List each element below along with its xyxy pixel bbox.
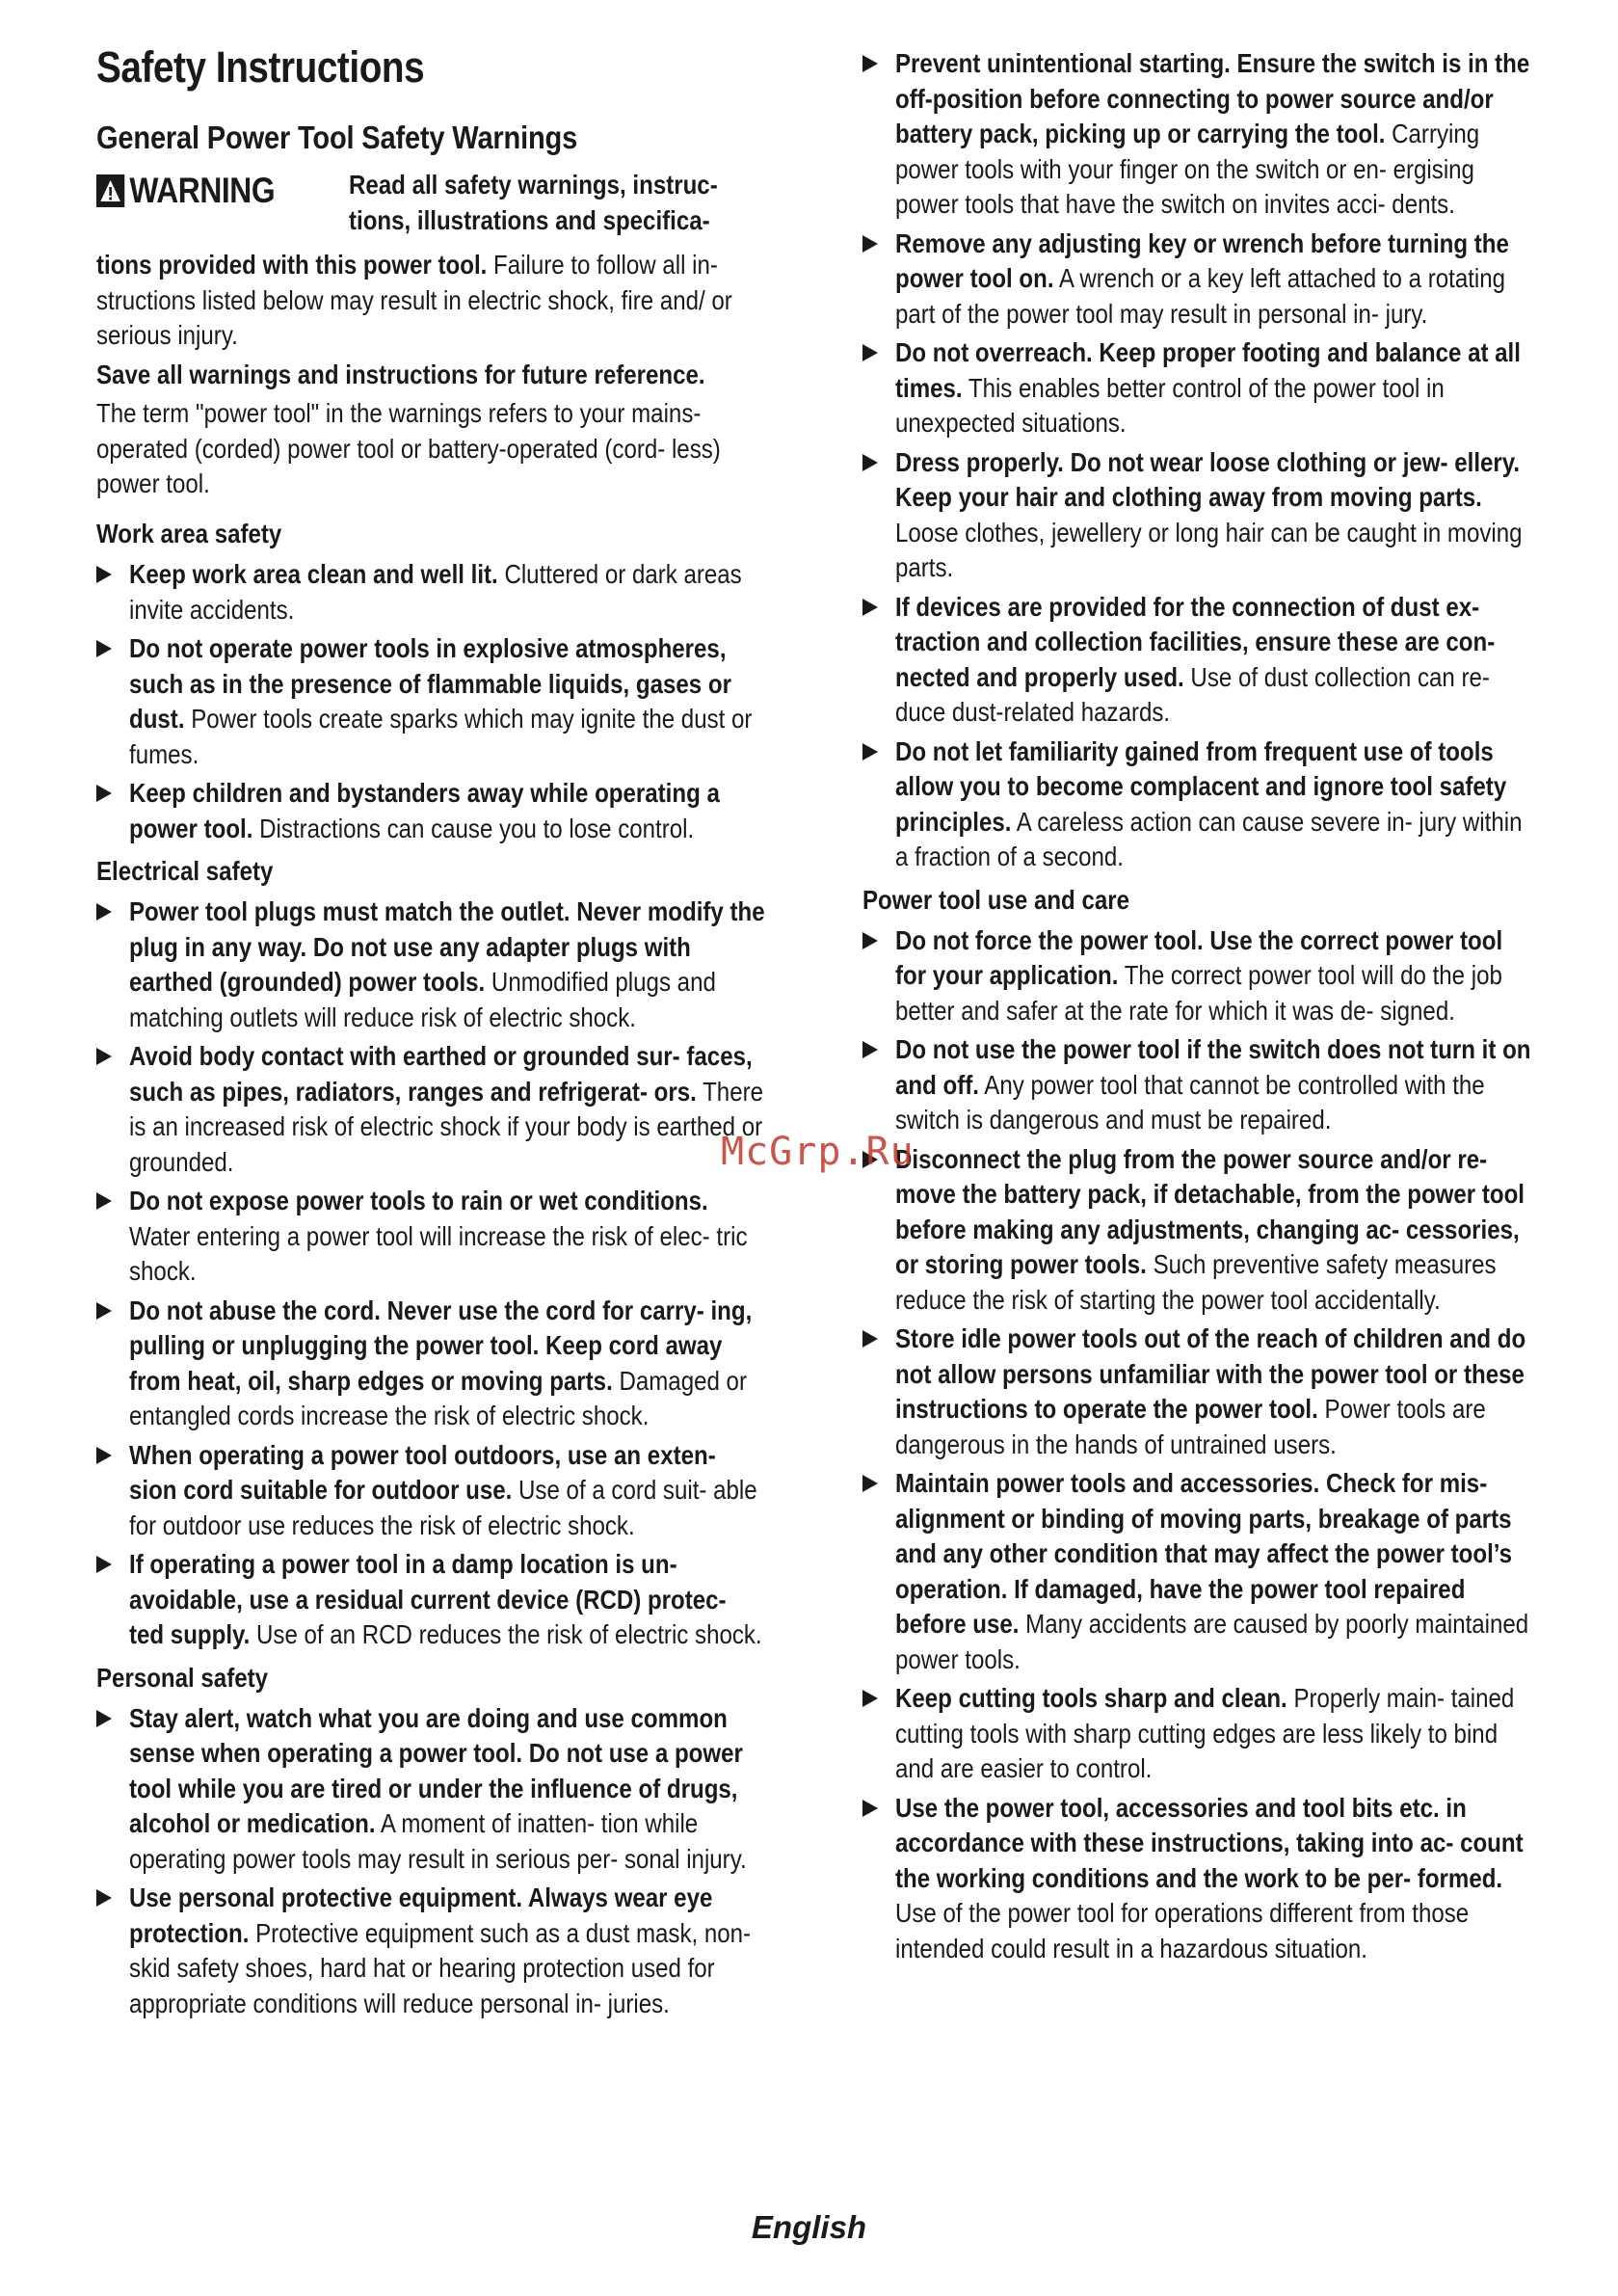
item-explanation: Any power tool that cannot be controlled with the switch is dangerous and must be repaired. xyxy=(895,1069,1485,1135)
item-instruction: Do not overreach. Keep proper footing and balance at all times. xyxy=(895,337,1521,403)
item-instruction: Use the power tool, accessories and tool bits etc. in accordance with these instructions, taking into ac- count the working conditions and the work to be per- formed. xyxy=(895,1792,1524,1893)
triangle-bullet-icon xyxy=(862,235,878,253)
bullet-item xyxy=(96,894,763,1035)
bullet-item xyxy=(96,1039,763,1180)
triangle-bullet-icon xyxy=(862,454,878,471)
triangle-bullet-icon xyxy=(862,55,878,72)
triangle-bullet-icon xyxy=(96,785,112,802)
bullet-item xyxy=(96,776,763,846)
triangle-bullet-icon xyxy=(96,1556,112,1573)
bullet-item xyxy=(862,1032,1532,1138)
item-explanation: This enables better control of the power tool in unexpected situations. xyxy=(895,372,1445,438)
triangle-bullet-icon xyxy=(96,640,112,657)
save-notice: Save all warnings and instructions for future reference. xyxy=(96,359,705,389)
item-explanation: Damaged or entangled cords increase the risk of electric shock. xyxy=(129,1365,747,1430)
triangle-bullet-icon xyxy=(862,1330,878,1348)
bullet-item xyxy=(862,227,1532,333)
item-instruction: Keep children and bystanders away while operating a power tool. xyxy=(129,778,720,843)
triangle-bullet-icon xyxy=(96,566,112,583)
bullet-item xyxy=(96,1184,763,1290)
bullet-item xyxy=(96,1438,763,1544)
bullet-item xyxy=(96,1881,763,2021)
item-explanation: Properly main- tained cutting tools with sharp cutting edges are less likely to bind and are easier to control. xyxy=(895,1683,1515,1783)
triangle-bullet-icon xyxy=(862,1690,878,1707)
item-explanation: A careless action can cause severe in- jury within a fraction of a second. xyxy=(895,806,1523,871)
triangle-bullet-icon xyxy=(96,1048,112,1065)
bullet-item xyxy=(862,1322,1532,1462)
left-sections xyxy=(96,509,763,2025)
item-explanation: A moment of inatten- tion while operating power tools may result in serious per- sonal injury. xyxy=(129,1808,747,1874)
page-title: Safety Instructions xyxy=(96,42,425,92)
warning-consequence: Failure to follow all in- structions listed below may result in electric shock, fire and/ or serious injury. xyxy=(96,250,732,350)
item-instruction: Use personal protective equipment. Always wear eye protection. xyxy=(129,1882,713,1948)
triangle-bullet-icon xyxy=(96,1710,112,1727)
section-heading: Power tool use and care xyxy=(862,884,1130,915)
bullet-item xyxy=(96,557,763,627)
bullet-item xyxy=(862,1466,1532,1677)
item-explanation: Distractions can cause you to lose control. xyxy=(252,813,695,843)
item-explanation: Power tools create sparks which may ignite the dust or fumes. xyxy=(129,704,753,769)
section-heading: Electrical safety xyxy=(96,856,274,886)
triangle-bullet-icon xyxy=(96,1192,112,1210)
item-instruction: If operating a power tool in a damp location is un- avoidable, use a residual current device (RCD) protec- ted supply. xyxy=(129,1549,727,1649)
triangle-bullet-icon xyxy=(862,932,878,949)
warning-triangle-icon xyxy=(96,174,124,207)
triangle-bullet-icon xyxy=(862,743,878,761)
term-notice: The term "power tool" in the warnings refers to your mains- operated (corded) power tool or battery-operated (cord- less) power tool. xyxy=(96,398,721,498)
warning-line-1: Read all safety warnings, instruc- xyxy=(349,170,718,200)
item-instruction: Do not expose power tools to rain or wet conditions. xyxy=(129,1186,708,1215)
item-instruction: When operating a power tool outdoors, use an exten- sion cord suitable for outdoor use. xyxy=(129,1439,716,1505)
item-explanation: Water entering a power tool will increase the risk of elec- tric shock. xyxy=(129,1220,748,1286)
section-heading: Personal safety xyxy=(96,1662,269,1693)
item-explanation: Many accidents are caused by poorly maintained power tools. xyxy=(895,1609,1529,1674)
triangle-bullet-icon xyxy=(96,903,112,921)
item-explanation: Use of an RCD reduces the risk of electric shock. xyxy=(250,1619,762,1649)
item-instruction: Power tool plugs must match the outlet. Never modify the plug in any way. Do not use any adapter plugs with earthed (grounded) power tools. xyxy=(129,896,765,997)
item-explanation: Cluttered or dark areas invite accidents. xyxy=(129,559,742,625)
bullet-item xyxy=(862,445,1532,586)
triangle-bullet-icon xyxy=(862,1475,878,1492)
item-explanation: A wrench or a key left attached to a rotating part of the power tool may result in personal in- jury. xyxy=(895,263,1506,329)
warning-label: WARNING xyxy=(96,168,349,214)
warning-line-3: tions provided with this power tool. xyxy=(96,250,488,280)
page-footer-language: English xyxy=(751,2209,867,2245)
item-instruction: Stay alert, watch what you are doing and use common sense when operating a power tool. Do not use a power tool while you are tired or under the influence of drugs, alcohol or medication. xyxy=(129,1702,743,1838)
bullet-item xyxy=(96,631,763,772)
item-instruction: Dress properly. Do not wear loose clothing or jew- ellery. Keep your hair and clothing away from moving parts. xyxy=(895,446,1521,512)
item-explanation: Loose clothes, jewellery or long hair can be caught in moving parts. xyxy=(895,517,1523,582)
triangle-bullet-icon xyxy=(862,599,878,616)
item-instruction: Keep cutting tools sharp and clean. xyxy=(895,1683,1287,1713)
item-explanation: Protective equipment such as a dust mask, non-skid safety shoes, hard hat or hearing protection used for appropriate conditions will reduce personal in- juries. xyxy=(129,1917,752,2018)
bullet-item xyxy=(862,1142,1532,1319)
item-explanation: Power tools are dangerous in the hands of untrained users. xyxy=(895,1394,1486,1459)
item-explanation: The correct power tool will do the job better and safer at the rate for which it was de- signed. xyxy=(895,960,1502,1026)
item-explanation: Use of the power tool for operations different from those intended could result in a hazardous situation. xyxy=(895,1898,1470,1963)
bullet-item xyxy=(862,46,1532,223)
item-instruction: Store idle power tools out of the reach of children and do not allow persons unfamiliar with the power tool or these instructions to operate the power tool. xyxy=(895,1323,1526,1424)
item-instruction: Do not use the power tool if the switch does not turn it on and off. xyxy=(895,1034,1531,1100)
item-explanation: Use of a cord suit- able for outdoor use reduces the risk of electric shock. xyxy=(129,1475,757,1540)
item-explanation: Such preventive safety measures reduce the risk of starting the power tool accidentally. xyxy=(895,1249,1497,1315)
bullet-item xyxy=(862,590,1532,731)
item-explanation: Carrying power tools with your finger on the switch or en- ergising power tools that have the switch on invites acci- dents. xyxy=(895,119,1480,219)
bullet-item xyxy=(96,1294,763,1434)
watermark-text: McGrp.Ru xyxy=(721,1130,915,1174)
item-explanation: Unmodified plugs and matching outlets will reduce risk of electric shock. xyxy=(129,967,716,1032)
item-instruction: Disconnect the plug from the power source and/or re- move the battery pack, if detachable, from the power tool before making any adjustments, changing ac- cessories, or storing power tools. xyxy=(895,1143,1525,1279)
warning-block xyxy=(96,168,763,502)
item-instruction: Maintain power tools and accessories. Check for mis- alignment or binding of moving parts, breakage of parts and any other condition that may affect the power tool’s operation. If damaged, have the power tool repaired before use. xyxy=(895,1468,1512,1639)
bullet-item xyxy=(862,923,1532,1029)
triangle-bullet-icon xyxy=(96,1302,112,1320)
bullet-item xyxy=(862,734,1532,875)
item-instruction: Do not force the power tool. Use the correct power tool for your application. xyxy=(895,924,1503,990)
section-heading: Work area safety xyxy=(96,519,282,548)
item-instruction: Keep work area clean and well lit. xyxy=(129,559,498,589)
triangle-bullet-icon xyxy=(96,1447,112,1464)
triangle-bullet-icon xyxy=(862,1041,878,1058)
item-instruction: Do not abuse the cord. Never use the cord for carry- ing, pulling or unplugging the power tool. Keep cord away from heat, oil, sharp edges or moving parts. xyxy=(129,1295,753,1396)
item-explanation: There is an increased risk of electric shock if your body is earthed or grounded. xyxy=(129,1076,763,1177)
item-instruction: Do not operate power tools in explosive atmospheres, such as in the presence of flammable liquids, gases or dust. xyxy=(129,633,731,734)
item-instruction: Do not let familiarity gained from frequent use of tools allow you to become complacent and ignore tool safety principles. xyxy=(895,735,1507,837)
item-instruction: Prevent unintentional starting. Ensure the switch is in the off-position before connecting to power source and/or battery pack, picking up or carrying the tool. xyxy=(895,48,1530,148)
warning-line-2: tions, illustrations and specifica- xyxy=(349,204,710,235)
item-explanation: Use of dust collection can re- duce dust-related hazards. xyxy=(895,661,1490,727)
item-instruction: Remove any adjusting key or wrench before turning the power tool on. xyxy=(895,227,1509,293)
bullet-item xyxy=(862,1791,1532,1967)
bullet-item xyxy=(96,1547,763,1653)
bullet-item xyxy=(862,335,1532,441)
triangle-bullet-icon xyxy=(96,1889,112,1907)
right-items-top xyxy=(862,46,1532,1970)
bullet-item xyxy=(96,1701,763,1878)
item-instruction: Avoid body contact with earthed or grounded sur- faces, such as pipes, radiators, ranges and refrigerat- ors. xyxy=(129,1041,753,1107)
item-instruction: If devices are provided for the connection of dust ex- traction and collection facilities, ensure these are con- nected and properly used. xyxy=(895,591,1496,692)
section-subtitle: General Power Tool Safety Warnings xyxy=(96,120,578,155)
triangle-bullet-icon xyxy=(862,344,878,361)
triangle-bullet-icon xyxy=(862,1800,878,1817)
bullet-item xyxy=(862,1681,1532,1787)
